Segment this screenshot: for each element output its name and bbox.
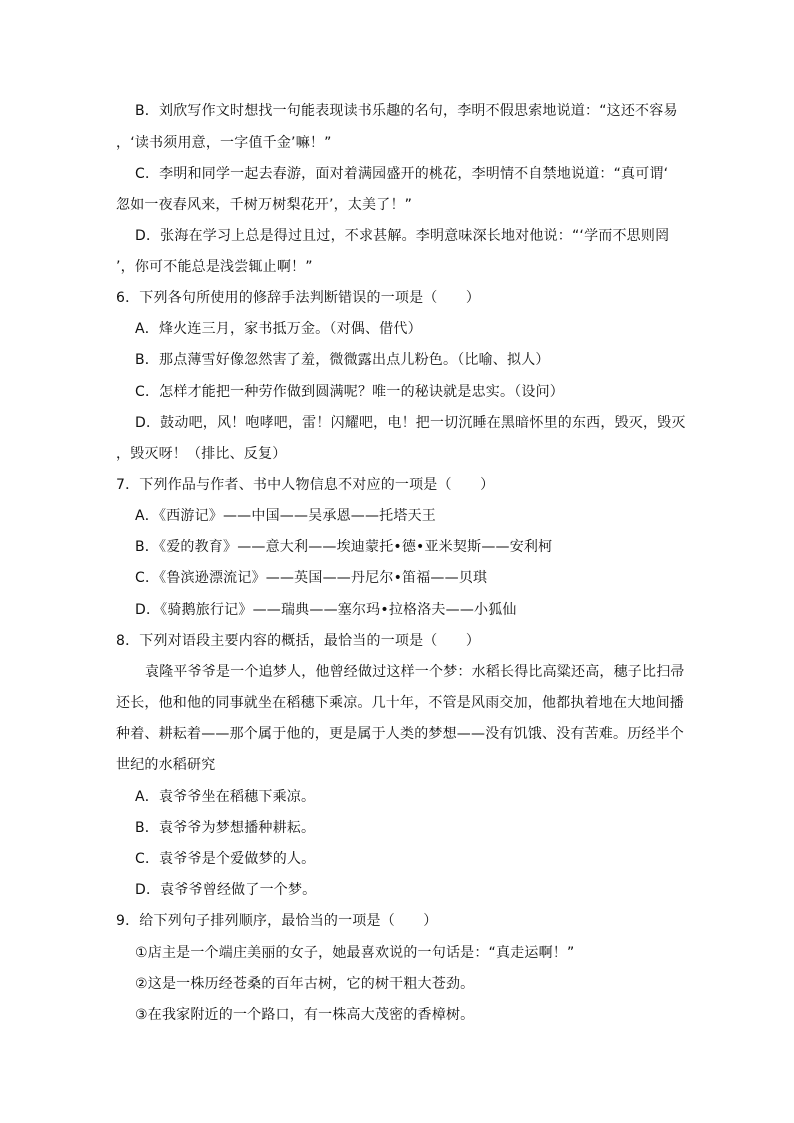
q6-option-a: A．烽火连三月，家书抵万金。（对偶、借代） bbox=[135, 321, 422, 337]
q5-option-b-line1: B．刘欣写作文时想找一句能表现读书乐趣的名句，李明不假思索地说道：“这还不容易 bbox=[135, 103, 678, 119]
q6-option-c: C．怎样才能把一种劳作做到圆满呢？唯一的秘诀就是忠实。（设问） bbox=[135, 384, 564, 400]
q8-option-c: C．袁爷爷是个爱做梦的人。 bbox=[135, 851, 316, 867]
q8-passage-line1: 袁隆平爷爷是一个追梦人，他曾经做过这样一个梦：水稻长得比高粱还高，穗子比扫帚 bbox=[145, 664, 685, 680]
q5-option-d-line2: ’，你可不能总是浅尝辄止啊！” bbox=[116, 259, 313, 275]
q6-option-b: B．那点薄雪好像忽然害了羞，微微露出点儿粉色。（比喻、拟人） bbox=[135, 352, 550, 368]
q5-option-c-line2: 忽如一夜春风来，千树万树梨花开’，太美了！” bbox=[116, 197, 413, 213]
q5-option-c-line1: C．李明和同学一起去春游，面对着满园盛开的桃花，李明情不自禁地说道：“真可谓‘ bbox=[135, 166, 669, 182]
q9-sentence-3: ③在我家附近的一个路口，有一株高大茂密的香樟树。 bbox=[135, 1007, 475, 1023]
q7-option-c: C．《鲁滨逊漂流记》——英国——丹尼尔•笛福——贝琪 bbox=[135, 570, 488, 586]
q7-stem: 7．下列作品与作者、书中人物信息不对应的一项是（ ） bbox=[116, 477, 495, 493]
q7-option-a: A．《西游记》——中国——吴承恩——托塔天王 bbox=[135, 508, 436, 524]
q5-option-d-line1: D．张海在学习上总是得过且过，不求甚解。李明意味深长地对他说：“‘学而不思则罔 bbox=[135, 228, 670, 244]
q6-option-d-line2: ，毁灭呀！（排比、反复） bbox=[116, 446, 287, 462]
q5-option-b-line2: ，‘读书须用意，一字值千金’嘛！” bbox=[116, 135, 332, 151]
q8-option-d: D．袁爷爷曾经做了一个梦。 bbox=[135, 882, 317, 898]
q8-passage-line2: 还长，他和他的同事就坐在稻穗下乘凉。几十年，不管是风雨交加，他都执着地在大地间播 bbox=[116, 695, 684, 711]
q9-stem: 9．给下列句子排列顺序，最恰当的一项是（ ） bbox=[116, 913, 438, 929]
q9-sentence-1: ①店主是一个端庄美丽的女子，她最喜欢说的一句话是：“真走运啊！” bbox=[135, 945, 575, 961]
q9-sentence-2: ②这是一株历经苍桑的百年古树，它的树干粗大苍劲。 bbox=[135, 976, 475, 992]
q7-option-b: B．《爱的教育》——意大利——埃迪蒙托•德•亚米契斯——安利柯 bbox=[135, 539, 553, 555]
q8-option-b: B．袁爷爷为梦想播种耕耘。 bbox=[135, 820, 316, 836]
q7-option-d: D．《骑鹅旅行记》——瑞典——塞尔玛•拉格洛夫——小狐仙 bbox=[135, 602, 517, 618]
q8-option-a: A．袁爷爷坐在稻穗下乘凉。 bbox=[135, 789, 316, 805]
q6-stem: 6．下列各句所使用的修辞手法判断错误的一项是（ ） bbox=[116, 290, 481, 306]
q8-passage-line4: 世纪的水稻研究 bbox=[116, 757, 216, 773]
q8-passage-line3: 种着、耕耘着——那个属于他的，更是属于人类的梦想——没有饥饿、没有苦难。历经半个 bbox=[116, 726, 684, 742]
q8-stem: 8．下列对语段主要内容的概括，最恰当的一项是（ ） bbox=[116, 633, 481, 649]
q6-option-d-line1: D．鼓动吧，风！咆哮吧，雷！闪耀吧，电！把一切沉睡在黑暗怀里的东西，毁灭，毁灭 bbox=[135, 415, 686, 431]
